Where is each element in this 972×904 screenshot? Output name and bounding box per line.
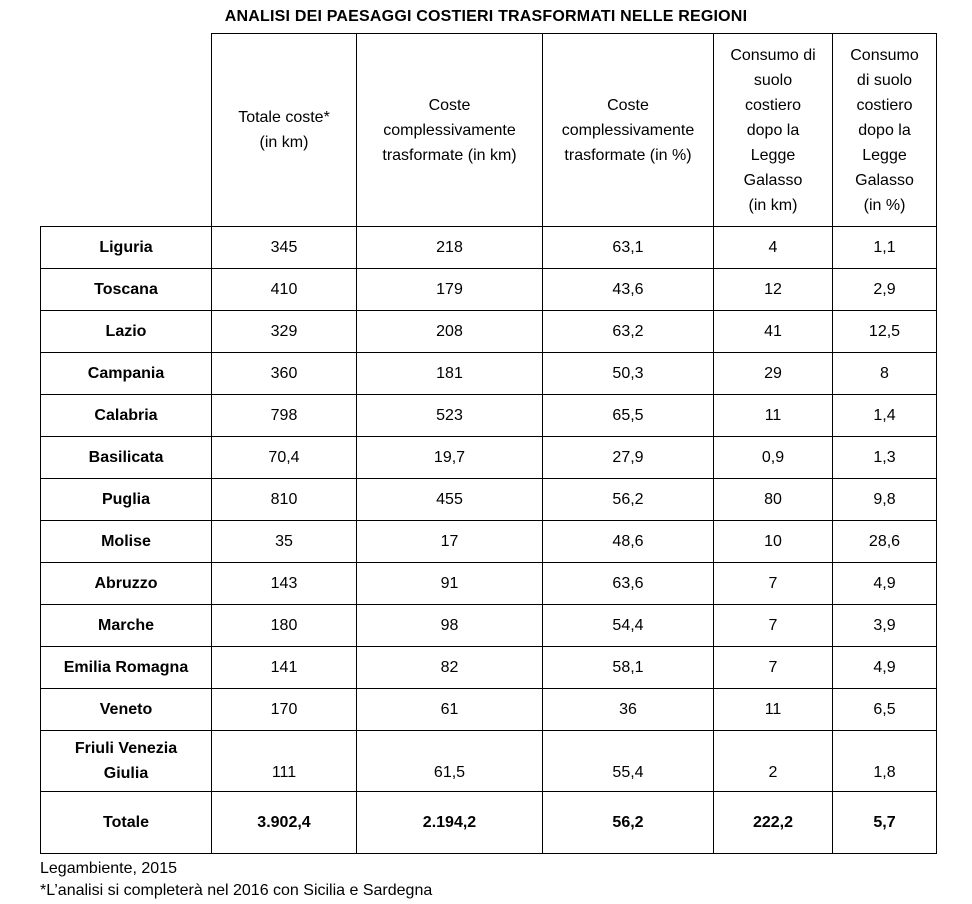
total-cell (543, 792, 714, 854)
table-cell (543, 521, 714, 563)
table-cell-text: 50,3 (612, 365, 644, 382)
table-cell (543, 479, 714, 521)
table-cell-text: 170 (270, 701, 298, 718)
table-cell-text: 55,4 (612, 764, 644, 781)
column-header-text: Coste complessivamente trasformate (in %) (561, 96, 695, 164)
table-cell (543, 311, 714, 353)
table-cell-text: 7 (768, 659, 778, 676)
table-cell (714, 269, 833, 311)
region-name-text: Calabria (94, 407, 158, 424)
table-cell (212, 647, 357, 689)
table-cell-text: 179 (436, 281, 463, 298)
coastal-landscape-table (40, 33, 937, 854)
table-cell (212, 605, 357, 647)
table-cell-text: 48,6 (612, 533, 644, 550)
table-cell-text: 28,6 (868, 533, 901, 550)
table-cell (714, 521, 833, 563)
table-cell (714, 227, 833, 269)
table-cell (357, 521, 543, 563)
table-row (41, 731, 937, 792)
table-cell-text: 3,9 (873, 617, 896, 634)
table-cell-text: 58,1 (612, 659, 644, 676)
table-cell-text: 91 (440, 575, 459, 592)
table-cell-text: 0,9 (761, 449, 785, 466)
table-cell (714, 563, 833, 605)
table-cell (212, 563, 357, 605)
region-name (41, 605, 212, 647)
table-cell (543, 269, 714, 311)
total-cell-text: 222,2 (752, 814, 794, 831)
table-cell-text: 70,4 (268, 449, 300, 466)
table-cell (212, 731, 357, 792)
table-cell-text: 410 (270, 281, 298, 298)
table-cell-text: 360 (270, 365, 298, 382)
region-name-text: Abruzzo (94, 575, 158, 592)
region-name-text: Campania (87, 365, 165, 382)
region-name (41, 563, 212, 605)
table-cell-text: 1,1 (873, 239, 896, 256)
table-cell (714, 605, 833, 647)
total-cell-text: 56,2 (612, 814, 644, 831)
table-cell-text: 8 (880, 365, 889, 382)
region-name (41, 479, 212, 521)
table-cell (714, 479, 833, 521)
table-cell-text: 218 (436, 239, 463, 256)
total-cell-text: 3.902,4 (257, 814, 311, 831)
column-header-text: Consumo di suolo costiero dopo la Legge Galasso (in km) (730, 46, 816, 214)
table-cell-text: 65,5 (612, 407, 644, 424)
region-name-text: Emilia Romagna (63, 659, 189, 676)
column-header-text: Totale coste* (in km) (238, 109, 330, 151)
table-cell-text: 17 (440, 533, 459, 550)
region-name-text: Friuli Venezia Giulia (74, 740, 178, 782)
total-cell (714, 792, 833, 854)
table-cell-text: 143 (270, 575, 298, 592)
total-cell-text: 5,7 (873, 814, 896, 831)
table-row (41, 479, 937, 521)
table-cell (543, 353, 714, 395)
region-name-text: Liguria (99, 239, 153, 256)
table-cell-text: 43,6 (612, 281, 644, 298)
table-row (41, 227, 937, 269)
column-header (357, 34, 543, 227)
table-row (41, 647, 937, 689)
table-title: ANALISI DEI PAESAGGI COSTIERI TRASFORMATI NELLE REGIONI (224, 8, 748, 25)
region-name (41, 437, 212, 479)
table-cell-text: 63,2 (612, 323, 644, 340)
total-label-text: Totale (103, 814, 149, 831)
table-cell (543, 395, 714, 437)
table-cell-text: 12,5 (868, 323, 901, 340)
table-cell-text: 56,2 (612, 491, 644, 508)
table-cell (357, 395, 543, 437)
region-name-text: Basilicata (88, 449, 164, 466)
table-cell (714, 437, 833, 479)
table-cell-text: 10 (764, 533, 782, 550)
region-name-text: Puglia (101, 491, 150, 508)
region-name (41, 521, 212, 563)
table-cell (714, 731, 833, 792)
column-header (212, 34, 357, 227)
region-name-text: Molise (101, 533, 151, 550)
region-name-text: Lazio (105, 323, 147, 340)
table-cell (714, 689, 833, 731)
table-cell (357, 269, 543, 311)
table-cell-text: 1,4 (873, 407, 896, 424)
table-cell-text: 11 (764, 701, 782, 718)
column-header (714, 34, 833, 227)
table-cell (833, 521, 937, 563)
total-cell (833, 792, 937, 854)
table-cell-text: 63,1 (612, 239, 644, 256)
table-cell (833, 479, 937, 521)
table-cell-text: 455 (436, 491, 463, 508)
table-cell (357, 437, 543, 479)
region-name-text: Marche (97, 617, 155, 634)
table-row (41, 605, 937, 647)
region-name-text: Toscana (94, 281, 158, 298)
total-cell (357, 792, 543, 854)
table-cell-text: 141 (270, 659, 298, 676)
column-header-text: Consumo di suolo costiero dopo la Legge Galasso (in %) (850, 46, 919, 214)
table-cell (212, 353, 357, 395)
table-cell-text: 4,9 (873, 575, 896, 592)
table-cell (357, 227, 543, 269)
table-cell (357, 731, 543, 792)
total-cell-text: 2.194,2 (422, 814, 477, 831)
table-cell-text: 7 (768, 617, 778, 634)
table-cell-text: 36 (619, 701, 637, 718)
table-cell (833, 227, 937, 269)
table-cell (833, 605, 937, 647)
table-row (41, 269, 937, 311)
table-row (41, 689, 937, 731)
region-name (41, 647, 212, 689)
table-cell-text: 208 (436, 323, 463, 340)
table-cell-text: 82 (440, 659, 459, 676)
total-label (41, 792, 212, 854)
table-row (41, 521, 937, 563)
table-cell-text: 523 (436, 407, 463, 424)
table-cell (212, 479, 357, 521)
table-cell (357, 479, 543, 521)
table-cell-text: 9,8 (873, 491, 896, 508)
table-cell-text: 329 (270, 323, 298, 340)
table-cell (833, 689, 937, 731)
table-cell (357, 353, 543, 395)
table-cell-text: 7 (768, 575, 778, 592)
column-header (543, 34, 714, 227)
column-header (833, 34, 937, 227)
table-cell-text: 111 (271, 764, 297, 781)
region-name (41, 227, 212, 269)
table-cell (833, 437, 937, 479)
column-header-text: Coste complessivamente trasformate (in km) (382, 96, 517, 164)
table-cell-text: 810 (270, 491, 298, 508)
region-name-text: Veneto (99, 701, 153, 718)
table-cell (212, 395, 357, 437)
table-cell (357, 605, 543, 647)
table-cell-text: 6,5 (873, 701, 896, 718)
table-cell (833, 353, 937, 395)
table-cell (833, 731, 937, 792)
table-cell (212, 437, 357, 479)
table-cell-text: 798 (270, 407, 298, 424)
table-cell-text: 19,7 (433, 449, 466, 466)
table-cell (543, 227, 714, 269)
header-row (41, 34, 937, 227)
table-cell (212, 689, 357, 731)
table-cell-text: 180 (270, 617, 298, 634)
table-cell-text: 27,9 (612, 449, 644, 466)
region-name (41, 311, 212, 353)
table-cell (543, 605, 714, 647)
table-row (41, 563, 937, 605)
table-row (41, 311, 937, 353)
table-cell (833, 563, 937, 605)
table-cell (357, 689, 543, 731)
table-cell (714, 353, 833, 395)
table-cell (543, 647, 714, 689)
table-cell-text: 1,3 (873, 449, 896, 466)
total-cell (212, 792, 357, 854)
table-cell-text: 35 (275, 533, 293, 550)
table-cell-text: 12 (764, 281, 782, 298)
table-row (41, 395, 937, 437)
table-cell-text: 29 (764, 365, 782, 382)
table-cell (357, 311, 543, 353)
region-name (41, 731, 212, 792)
region-name (41, 269, 212, 311)
table-cell (543, 689, 714, 731)
table-cell-text: 181 (436, 365, 463, 382)
table-cell (357, 647, 543, 689)
table-cell-text: 61,5 (433, 764, 466, 781)
region-name (41, 395, 212, 437)
table-cell (543, 731, 714, 792)
table-cell-text: 4 (768, 239, 778, 256)
table-cell-text: 1,8 (873, 764, 896, 781)
table-row (41, 437, 937, 479)
table-cell-text: 345 (270, 239, 298, 256)
table-cell (543, 437, 714, 479)
table-cell (714, 395, 833, 437)
table-cell (833, 269, 937, 311)
table-cell (714, 311, 833, 353)
source-note: Legambiente, 2015 (40, 860, 177, 877)
table-cell (212, 227, 357, 269)
table-cell (833, 647, 937, 689)
table-cell (212, 269, 357, 311)
table-cell (212, 521, 357, 563)
table-cell-text: 2 (768, 764, 778, 781)
table-cell-text: 63,6 (612, 575, 644, 592)
table-cell-text: 41 (764, 323, 782, 340)
table-cell (714, 647, 833, 689)
region-name (41, 353, 212, 395)
table-cell-text: 11 (764, 407, 782, 424)
table-cell-text: 98 (440, 617, 459, 634)
table-cell (833, 311, 937, 353)
table-cell (212, 311, 357, 353)
table-cell (543, 563, 714, 605)
table-cell-text: 2,9 (873, 281, 896, 298)
total-row (41, 792, 937, 854)
table-cell-text: 61 (440, 701, 459, 718)
table-row (41, 353, 937, 395)
table-cell (357, 563, 543, 605)
table-cell-text: 4,9 (873, 659, 896, 676)
region-name (41, 689, 212, 731)
header-corner (41, 34, 212, 227)
table-cell-text: 54,4 (612, 617, 644, 634)
table-cell-text: 80 (764, 491, 782, 508)
table-cell (833, 395, 937, 437)
footnote: *L’analisi si completerà nel 2016 con Sicilia e Sardegna (40, 882, 433, 899)
